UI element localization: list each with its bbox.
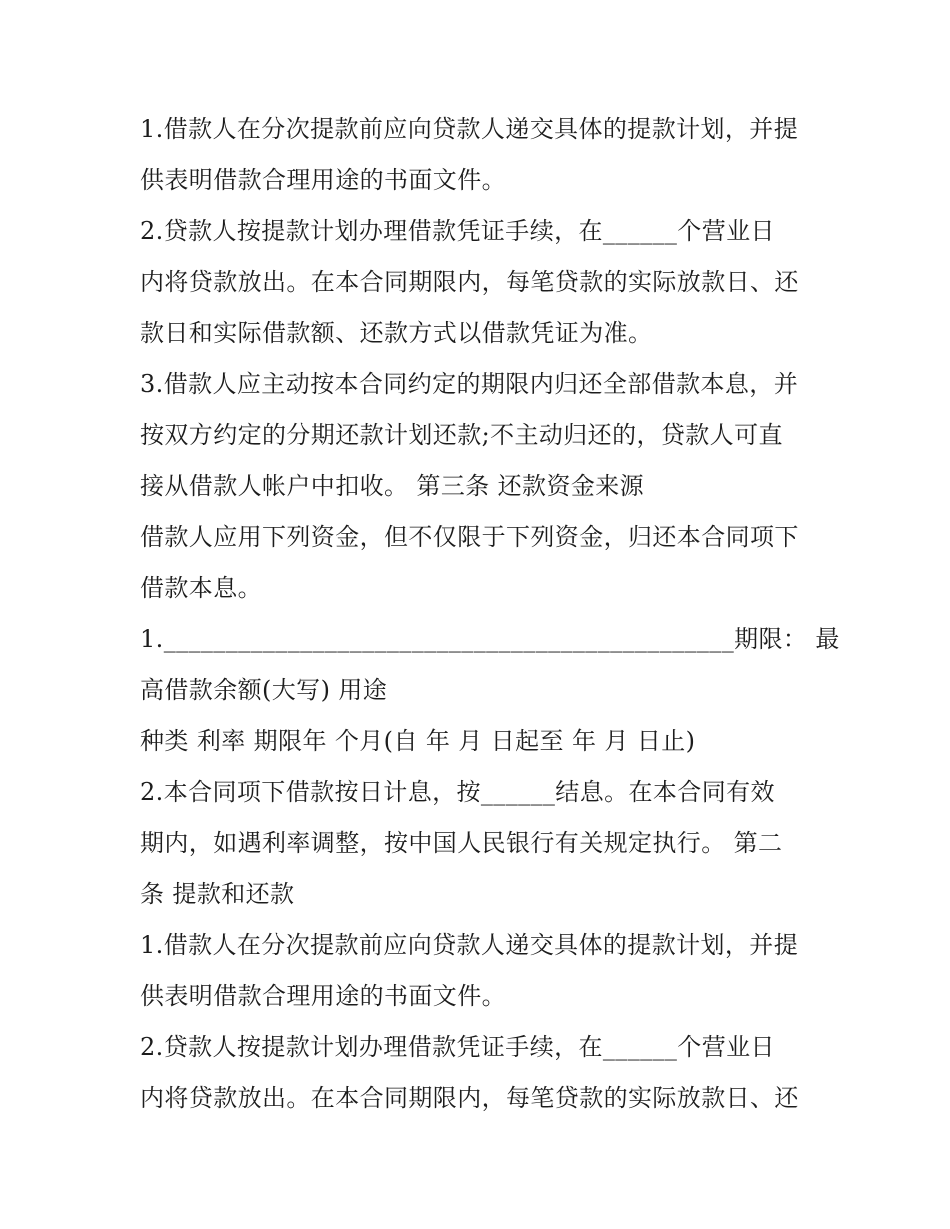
text-line: 1.借款人在分次提款前应向贷款人递交具体的提款计划，并提 [140, 931, 799, 959]
text-line: 种类 利率 期限年 个月(自 年 月 日起至 年 月 日止) [140, 727, 696, 755]
text-line: 内将贷款放出。在本合同期限内，每笔贷款的实际放款日、还 [140, 1084, 799, 1112]
text-line: 供表明借款合理用途的书面文件。 [140, 166, 506, 194]
text-line: 接从借款人帐户中扣收。 第三条 还款资金来源 [140, 472, 645, 500]
text-line: 2.本合同项下借款按日计息，按______结息。在本合同有效 [140, 778, 775, 806]
text-line: 借款人应用下列资金，但不仅限于下列资金，归还本合同项下 [140, 523, 799, 551]
text-line: 款日和实际借款额、还款方式以借款凭证为准。 [140, 319, 653, 347]
text-line: 借款本息。 [140, 574, 262, 602]
text-line: 条 提款和还款 [140, 880, 295, 908]
document-body [140, 104, 840, 1124]
text-line: 2.贷款人按提款计划办理借款凭证手续，在______个营业日 [140, 1033, 775, 1061]
text-line: 内将贷款放出。在本合同期限内，每笔贷款的实际放款日、还 [140, 268, 799, 296]
text-line: 2.贷款人按提款计划办理借款凭证手续，在______个营业日 [140, 217, 775, 245]
text-line: 期内，如遇利率调整，按中国人民银行有关规定执行。 第二 [140, 829, 783, 857]
text-line: 1.借款人在分次提款前应向贷款人递交具体的提款计划，并提 [140, 115, 799, 143]
text-line: 高借款余额(大写) 用途 [140, 676, 388, 704]
text-line: 供表明借款合理用途的书面文件。 [140, 982, 506, 1010]
text-line: 3.借款人应主动按本合同约定的期限内归还全部借款本息，并 [140, 370, 799, 398]
text-line: 按双方约定的分期还款计划还款;不主动归还的，贷款人可直 [140, 421, 783, 449]
text-line: 1.______________________________________________期限： 最 [140, 625, 840, 653]
